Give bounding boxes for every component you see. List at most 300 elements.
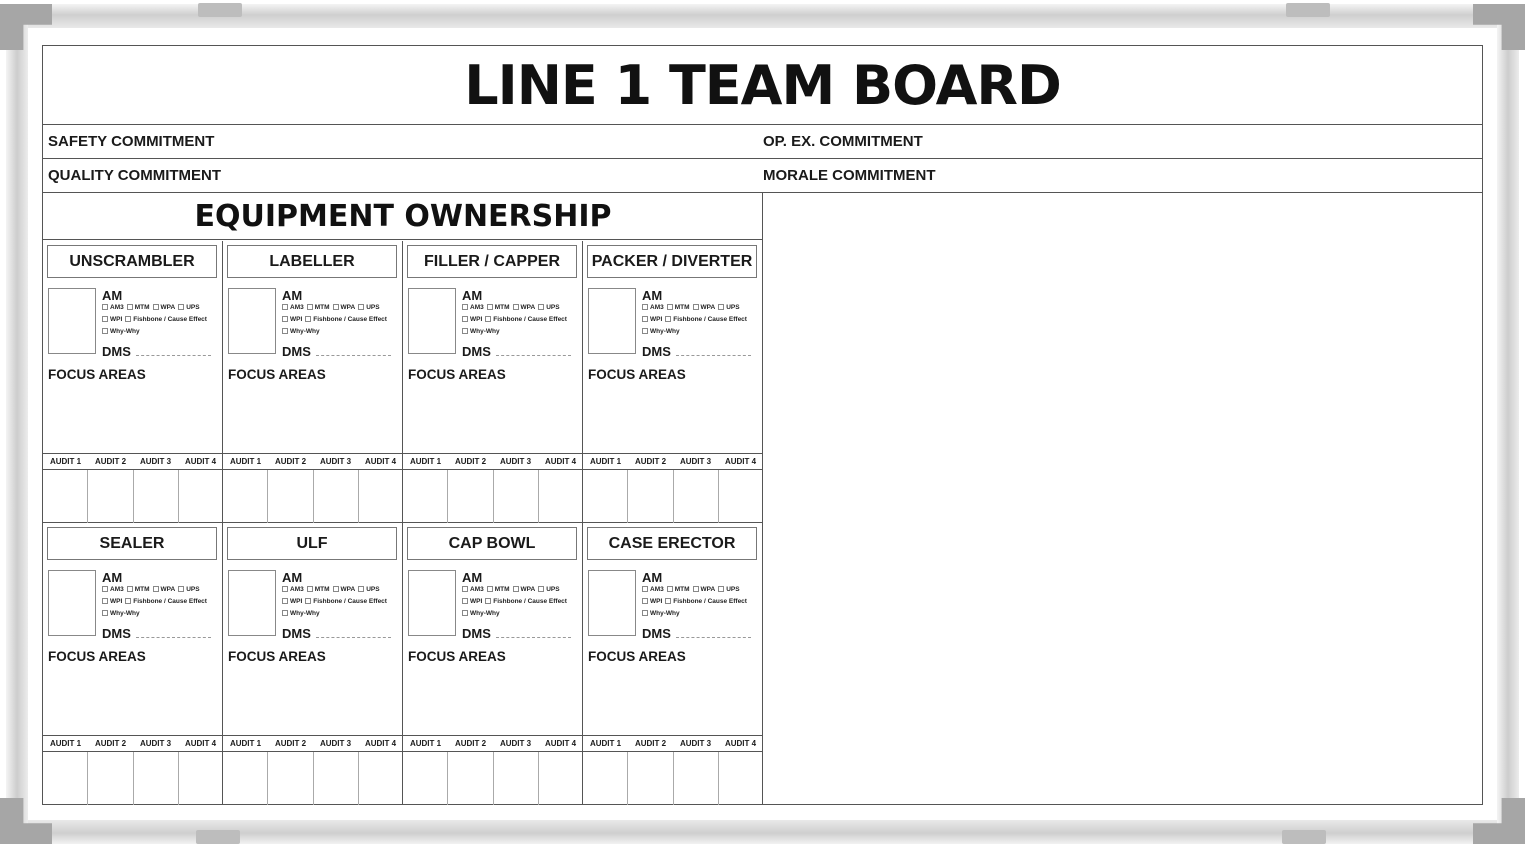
audit-cell — [43, 752, 88, 805]
checkbox-square — [462, 586, 468, 592]
checkbox-square — [178, 304, 184, 310]
equipment-name: ULF — [227, 527, 397, 560]
audit-header: AUDIT 4 — [364, 457, 397, 466]
frame-clip — [198, 3, 242, 17]
audit-header: AUDIT 1 — [589, 739, 622, 748]
checkbox-item — [718, 586, 739, 593]
checkbox-row — [642, 316, 750, 323]
checkbox-item — [282, 598, 302, 605]
am-label: AM — [282, 570, 303, 585]
audit-header-row — [583, 453, 763, 470]
checkbox-row — [102, 586, 203, 593]
checkbox-label: UPS — [186, 586, 200, 593]
checkbox-square — [462, 598, 468, 604]
checkbox-square — [102, 610, 108, 616]
checkbox-square — [693, 586, 699, 592]
audit-header: AUDIT 2 — [94, 457, 127, 466]
audit-cells-row — [583, 470, 763, 523]
checkbox-label: WPI — [470, 598, 483, 605]
checkbox-item — [305, 598, 387, 605]
audit-cells-row — [223, 470, 403, 523]
checkbox-square — [125, 316, 131, 322]
checkbox-square — [485, 598, 491, 604]
checkbox-square — [333, 586, 339, 592]
equipment-ownership-title: EQUIPMENT OWNERSHIP — [194, 198, 612, 234]
board-title: LINE 1 TEAM BOARD — [464, 53, 1061, 117]
checkbox-label: WPA — [340, 304, 356, 311]
equipment-ownership-section — [43, 193, 763, 805]
audit-cell — [628, 752, 673, 805]
focus-areas-label: FOCUS AREAS — [48, 367, 146, 382]
audit-cell — [314, 752, 359, 805]
checkbox-label: MTM — [314, 304, 330, 311]
checkbox-row — [102, 610, 143, 617]
checkbox-square — [282, 586, 288, 592]
equipment-cell — [223, 241, 403, 523]
checkbox-square — [358, 586, 364, 592]
dms-label: DMS — [462, 344, 491, 359]
frame-clip — [196, 830, 240, 844]
dms-write-line — [316, 637, 391, 638]
audit-header: AUDIT 1 — [49, 457, 82, 466]
audit-header: AUDIT 4 — [184, 457, 217, 466]
am-label: AM — [642, 570, 663, 585]
morale-commitment-label: MORALE COMMITMENT — [763, 167, 936, 184]
audit-header: AUDIT 1 — [409, 739, 442, 748]
dms-label: DMS — [642, 344, 671, 359]
audit-header-row — [403, 453, 583, 470]
checkbox-item — [127, 304, 150, 311]
commitment-row — [43, 125, 1482, 159]
checkbox-item — [462, 328, 500, 335]
checkbox-row — [642, 328, 683, 335]
photo-placeholder — [588, 570, 636, 636]
am-label: AM — [462, 288, 483, 303]
checkbox-row — [102, 316, 210, 323]
checkbox-label: Why-Why — [110, 328, 140, 335]
checkbox-square — [102, 304, 108, 310]
focus-areas-label: FOCUS AREAS — [588, 367, 686, 382]
audit-cell — [583, 470, 628, 523]
dms-label: DMS — [102, 344, 131, 359]
checkbox-label: UPS — [366, 586, 380, 593]
audit-header: AUDIT 3 — [139, 457, 172, 466]
checkbox-item — [665, 598, 747, 605]
checkbox-item — [125, 598, 207, 605]
audit-cell — [179, 470, 223, 523]
audit-cell — [268, 470, 313, 523]
audit-cell — [448, 752, 493, 805]
checkbox-label: AM3 — [290, 304, 304, 311]
checkbox-item — [513, 586, 536, 593]
checkbox-label: Fishbone / Cause Effect — [493, 598, 567, 605]
audit-header: AUDIT 2 — [274, 739, 307, 748]
audit-header: AUDIT 3 — [319, 739, 352, 748]
checkbox-label: MTM — [134, 586, 150, 593]
audit-cell — [223, 752, 268, 805]
checkbox-label: UPS — [186, 304, 200, 311]
checkbox-label: Fishbone / Cause Effect — [673, 316, 747, 323]
focus-areas-label: FOCUS AREAS — [228, 649, 326, 664]
equipment-name: PACKER / DIVERTER — [587, 245, 757, 278]
checkbox-square — [642, 328, 648, 334]
checkbox-row — [462, 586, 563, 593]
checkbox-item — [127, 586, 150, 593]
checkbox-item — [333, 586, 356, 593]
audit-cell — [134, 470, 179, 523]
checkbox-label: MTM — [674, 586, 690, 593]
focus-areas-label: FOCUS AREAS — [408, 367, 506, 382]
checkbox-square — [102, 598, 108, 604]
checkbox-label: MTM — [494, 586, 510, 593]
checkbox-row — [282, 316, 390, 323]
audit-header: AUDIT 4 — [724, 457, 757, 466]
checkbox-item — [538, 304, 559, 311]
checkbox-label: Why-Why — [110, 610, 140, 617]
dms-label: DMS — [102, 626, 131, 641]
checkbox-square — [333, 304, 339, 310]
audit-cell — [134, 752, 179, 805]
checkbox-label: MTM — [134, 304, 150, 311]
frame-right-rail — [1497, 20, 1519, 828]
checkbox-square — [485, 316, 491, 322]
photo-placeholder — [48, 288, 96, 354]
checkbox-label: UPS — [546, 586, 560, 593]
equipment-title-row — [43, 193, 763, 240]
checkbox-label: WPI — [290, 598, 303, 605]
checkbox-square — [642, 304, 648, 310]
audit-header: AUDIT 4 — [544, 457, 577, 466]
checkbox-item — [153, 586, 176, 593]
checkbox-item — [102, 598, 122, 605]
checkbox-item — [462, 316, 482, 323]
photo-placeholder — [408, 570, 456, 636]
checkbox-label: Why-Why — [470, 610, 500, 617]
checkbox-item — [693, 586, 716, 593]
audit-header: AUDIT 2 — [274, 457, 307, 466]
checkbox-square — [642, 586, 648, 592]
checkbox-square — [665, 598, 671, 604]
checkbox-row — [462, 304, 563, 311]
checkbox-square — [718, 586, 724, 592]
checkbox-square — [307, 586, 313, 592]
audit-cell — [359, 752, 403, 805]
am-label: AM — [102, 570, 123, 585]
equipment-cell — [583, 523, 763, 805]
frame-top-rail — [20, 4, 1505, 28]
checkbox-label: MTM — [314, 586, 330, 593]
checkbox-item — [282, 610, 320, 617]
audit-header: AUDIT 3 — [679, 457, 712, 466]
focus-areas-label: FOCUS AREAS — [408, 649, 506, 664]
checkbox-row — [282, 598, 390, 605]
checkbox-item — [333, 304, 356, 311]
audit-cells-row — [43, 470, 223, 523]
audit-header: AUDIT 3 — [499, 739, 532, 748]
checkbox-square — [102, 586, 108, 592]
checkbox-square — [282, 328, 288, 334]
audit-cell — [88, 470, 133, 523]
checkbox-item — [282, 328, 320, 335]
checkbox-label: Why-Why — [650, 610, 680, 617]
checkbox-square — [513, 304, 519, 310]
audit-cells-row — [403, 752, 583, 805]
checkbox-label: AM3 — [290, 586, 304, 593]
checkbox-label: Fishbone / Cause Effect — [133, 316, 207, 323]
checkbox-item — [358, 304, 379, 311]
checkbox-item — [485, 316, 567, 323]
checkbox-square — [718, 304, 724, 310]
photo-placeholder — [48, 570, 96, 636]
checkbox-item — [642, 328, 680, 335]
audit-header: AUDIT 2 — [454, 457, 487, 466]
checkbox-label: WPA — [520, 586, 536, 593]
checkbox-square — [305, 316, 311, 322]
checkbox-row — [462, 610, 503, 617]
dms-write-line — [496, 637, 571, 638]
checkbox-square — [102, 328, 108, 334]
audit-header: AUDIT 3 — [319, 457, 352, 466]
checkbox-label: UPS — [366, 304, 380, 311]
checkbox-square — [178, 586, 184, 592]
checkbox-item — [307, 304, 330, 311]
checkbox-item — [462, 304, 484, 311]
checkbox-label: Fishbone / Cause Effect — [313, 598, 387, 605]
dms-write-line — [316, 355, 391, 356]
checkbox-label: WPI — [650, 316, 663, 323]
audit-header: AUDIT 1 — [409, 457, 442, 466]
checkbox-item — [282, 586, 304, 593]
checkbox-item — [642, 586, 664, 593]
checkbox-label: Fishbone / Cause Effect — [493, 316, 567, 323]
checkbox-item — [462, 610, 500, 617]
checkbox-row — [462, 316, 570, 323]
checkbox-label: WPI — [470, 316, 483, 323]
dms-write-line — [676, 355, 751, 356]
checkbox-item — [102, 304, 124, 311]
checkbox-item — [125, 316, 207, 323]
checkbox-item — [282, 316, 302, 323]
checkbox-label: WPA — [700, 586, 716, 593]
audit-header-row — [223, 453, 403, 470]
audit-cell — [43, 470, 88, 523]
checkbox-row — [642, 586, 743, 593]
audit-header-row — [223, 735, 403, 752]
checkbox-label: Fishbone / Cause Effect — [133, 598, 207, 605]
checkbox-square — [153, 304, 159, 310]
photo-placeholder — [228, 288, 276, 354]
am-label: AM — [102, 288, 123, 303]
checkbox-item — [307, 586, 330, 593]
audit-cell — [583, 752, 628, 805]
checkbox-row — [462, 598, 570, 605]
audit-cell — [403, 470, 448, 523]
checkbox-row — [642, 304, 743, 311]
checkbox-square — [462, 316, 468, 322]
checkbox-item — [487, 304, 510, 311]
checkbox-square — [127, 304, 133, 310]
audit-cell — [359, 470, 403, 523]
checkbox-square — [487, 586, 493, 592]
equipment-name: FILLER / CAPPER — [407, 245, 577, 278]
checkbox-item — [642, 598, 662, 605]
checkbox-label: UPS — [726, 586, 740, 593]
equipment-cell — [223, 523, 403, 805]
checkbox-label: AM3 — [110, 304, 124, 311]
checkbox-square — [487, 304, 493, 310]
checkbox-row — [642, 598, 750, 605]
checkbox-item — [102, 610, 140, 617]
checkbox-label: MTM — [674, 304, 690, 311]
quality-commitment-label: QUALITY COMMITMENT — [48, 167, 222, 184]
title-row — [43, 46, 1482, 125]
am-label: AM — [282, 288, 303, 303]
dms-label: DMS — [642, 626, 671, 641]
audit-cell — [494, 470, 539, 523]
checkbox-row — [102, 598, 210, 605]
equipment-name: CASE ERECTOR — [587, 527, 757, 560]
checkbox-square — [282, 316, 288, 322]
audit-header: AUDIT 3 — [499, 457, 532, 466]
checkbox-label: UPS — [726, 304, 740, 311]
audit-header: AUDIT 2 — [634, 457, 667, 466]
audit-cell — [268, 752, 313, 805]
checkbox-item — [282, 304, 304, 311]
checkbox-label: WPA — [160, 304, 176, 311]
audit-cell — [539, 752, 583, 805]
whiteboard — [42, 45, 1483, 805]
checkbox-square — [642, 598, 648, 604]
safety-commitment-label: SAFETY COMMITMENT — [48, 133, 215, 150]
dms-label: DMS — [282, 344, 311, 359]
audit-header: AUDIT 2 — [454, 739, 487, 748]
checkbox-label: Why-Why — [290, 610, 320, 617]
checkbox-item — [665, 316, 747, 323]
checkbox-square — [305, 598, 311, 604]
equipment-cell — [583, 241, 763, 523]
audit-cell — [719, 470, 763, 523]
checkbox-label: WPA — [700, 304, 716, 311]
focus-areas-label: FOCUS AREAS — [48, 649, 146, 664]
checkbox-square — [358, 304, 364, 310]
checkbox-square — [642, 316, 648, 322]
equipment-name: UNSCRAMBLER — [47, 245, 217, 278]
checkbox-item — [642, 304, 664, 311]
audit-header: AUDIT 3 — [139, 739, 172, 748]
checkbox-row — [462, 328, 503, 335]
audit-cell — [88, 752, 133, 805]
audit-header: AUDIT 4 — [544, 739, 577, 748]
checkbox-item — [667, 586, 690, 593]
checkbox-item — [178, 304, 199, 311]
checkbox-row — [102, 304, 203, 311]
checkbox-label: WPI — [110, 316, 123, 323]
checkbox-item — [642, 316, 662, 323]
checkbox-label: AM3 — [110, 586, 124, 593]
dms-write-line — [676, 637, 751, 638]
checkbox-label: Fishbone / Cause Effect — [673, 598, 747, 605]
checkbox-label: WPA — [160, 586, 176, 593]
checkbox-item — [642, 610, 680, 617]
checkbox-row — [282, 610, 323, 617]
checkbox-item — [153, 304, 176, 311]
audit-header: AUDIT 4 — [724, 739, 757, 748]
audit-header: AUDIT 2 — [94, 739, 127, 748]
checkbox-item — [358, 586, 379, 593]
dms-label: DMS — [282, 626, 311, 641]
dms-write-line — [136, 637, 211, 638]
checkbox-row — [102, 328, 143, 335]
checkbox-item — [487, 586, 510, 593]
equipment-cell — [403, 241, 583, 523]
checkbox-row — [282, 304, 383, 311]
checkbox-row — [642, 610, 683, 617]
checkbox-label: AM3 — [470, 586, 484, 593]
checkbox-label: UPS — [546, 304, 560, 311]
checkbox-square — [125, 598, 131, 604]
checkbox-label: Why-Why — [650, 328, 680, 335]
equipment-name: SEALER — [47, 527, 217, 560]
checkbox-label: WPI — [110, 598, 123, 605]
audit-cell — [179, 752, 223, 805]
checkbox-square — [282, 304, 288, 310]
checkbox-square — [667, 304, 673, 310]
audit-cells-row — [403, 470, 583, 523]
checkbox-square — [462, 610, 468, 616]
frame-left-rail — [6, 20, 28, 828]
frame-clip — [1286, 3, 1330, 17]
equipment-cell — [43, 523, 223, 805]
checkbox-label: WPA — [340, 586, 356, 593]
checkbox-square — [538, 304, 544, 310]
equipment-cell — [403, 523, 583, 805]
photo-placeholder — [408, 288, 456, 354]
audit-cell — [223, 470, 268, 523]
commitment-row — [43, 159, 1482, 193]
checkbox-label: WPI — [650, 598, 663, 605]
checkbox-item — [718, 304, 739, 311]
dms-write-line — [136, 355, 211, 356]
checkbox-label: AM3 — [650, 586, 664, 593]
checkbox-label: AM3 — [470, 304, 484, 311]
checkbox-item — [462, 586, 484, 593]
audit-header: AUDIT 3 — [679, 739, 712, 748]
checkbox-row — [282, 586, 383, 593]
photo-placeholder — [588, 288, 636, 354]
checkbox-item — [102, 328, 140, 335]
audit-header-row — [403, 735, 583, 752]
checkbox-square — [538, 586, 544, 592]
audit-header: AUDIT 2 — [634, 739, 667, 748]
audit-cell — [314, 470, 359, 523]
audit-cell — [674, 752, 719, 805]
focus-areas-label: FOCUS AREAS — [228, 367, 326, 382]
checkbox-item — [102, 586, 124, 593]
checkbox-item — [513, 304, 536, 311]
checkbox-square — [307, 304, 313, 310]
checkbox-square — [282, 610, 288, 616]
checkbox-square — [642, 610, 648, 616]
checkbox-square — [102, 316, 108, 322]
audit-cell — [539, 470, 583, 523]
checkbox-label: Fishbone / Cause Effect — [313, 316, 387, 323]
audit-cell — [494, 752, 539, 805]
audit-cells-row — [223, 752, 403, 805]
checkbox-label: MTM — [494, 304, 510, 311]
audit-cells-row — [583, 752, 763, 805]
audit-header-row — [43, 735, 223, 752]
audit-header-row — [43, 453, 223, 470]
